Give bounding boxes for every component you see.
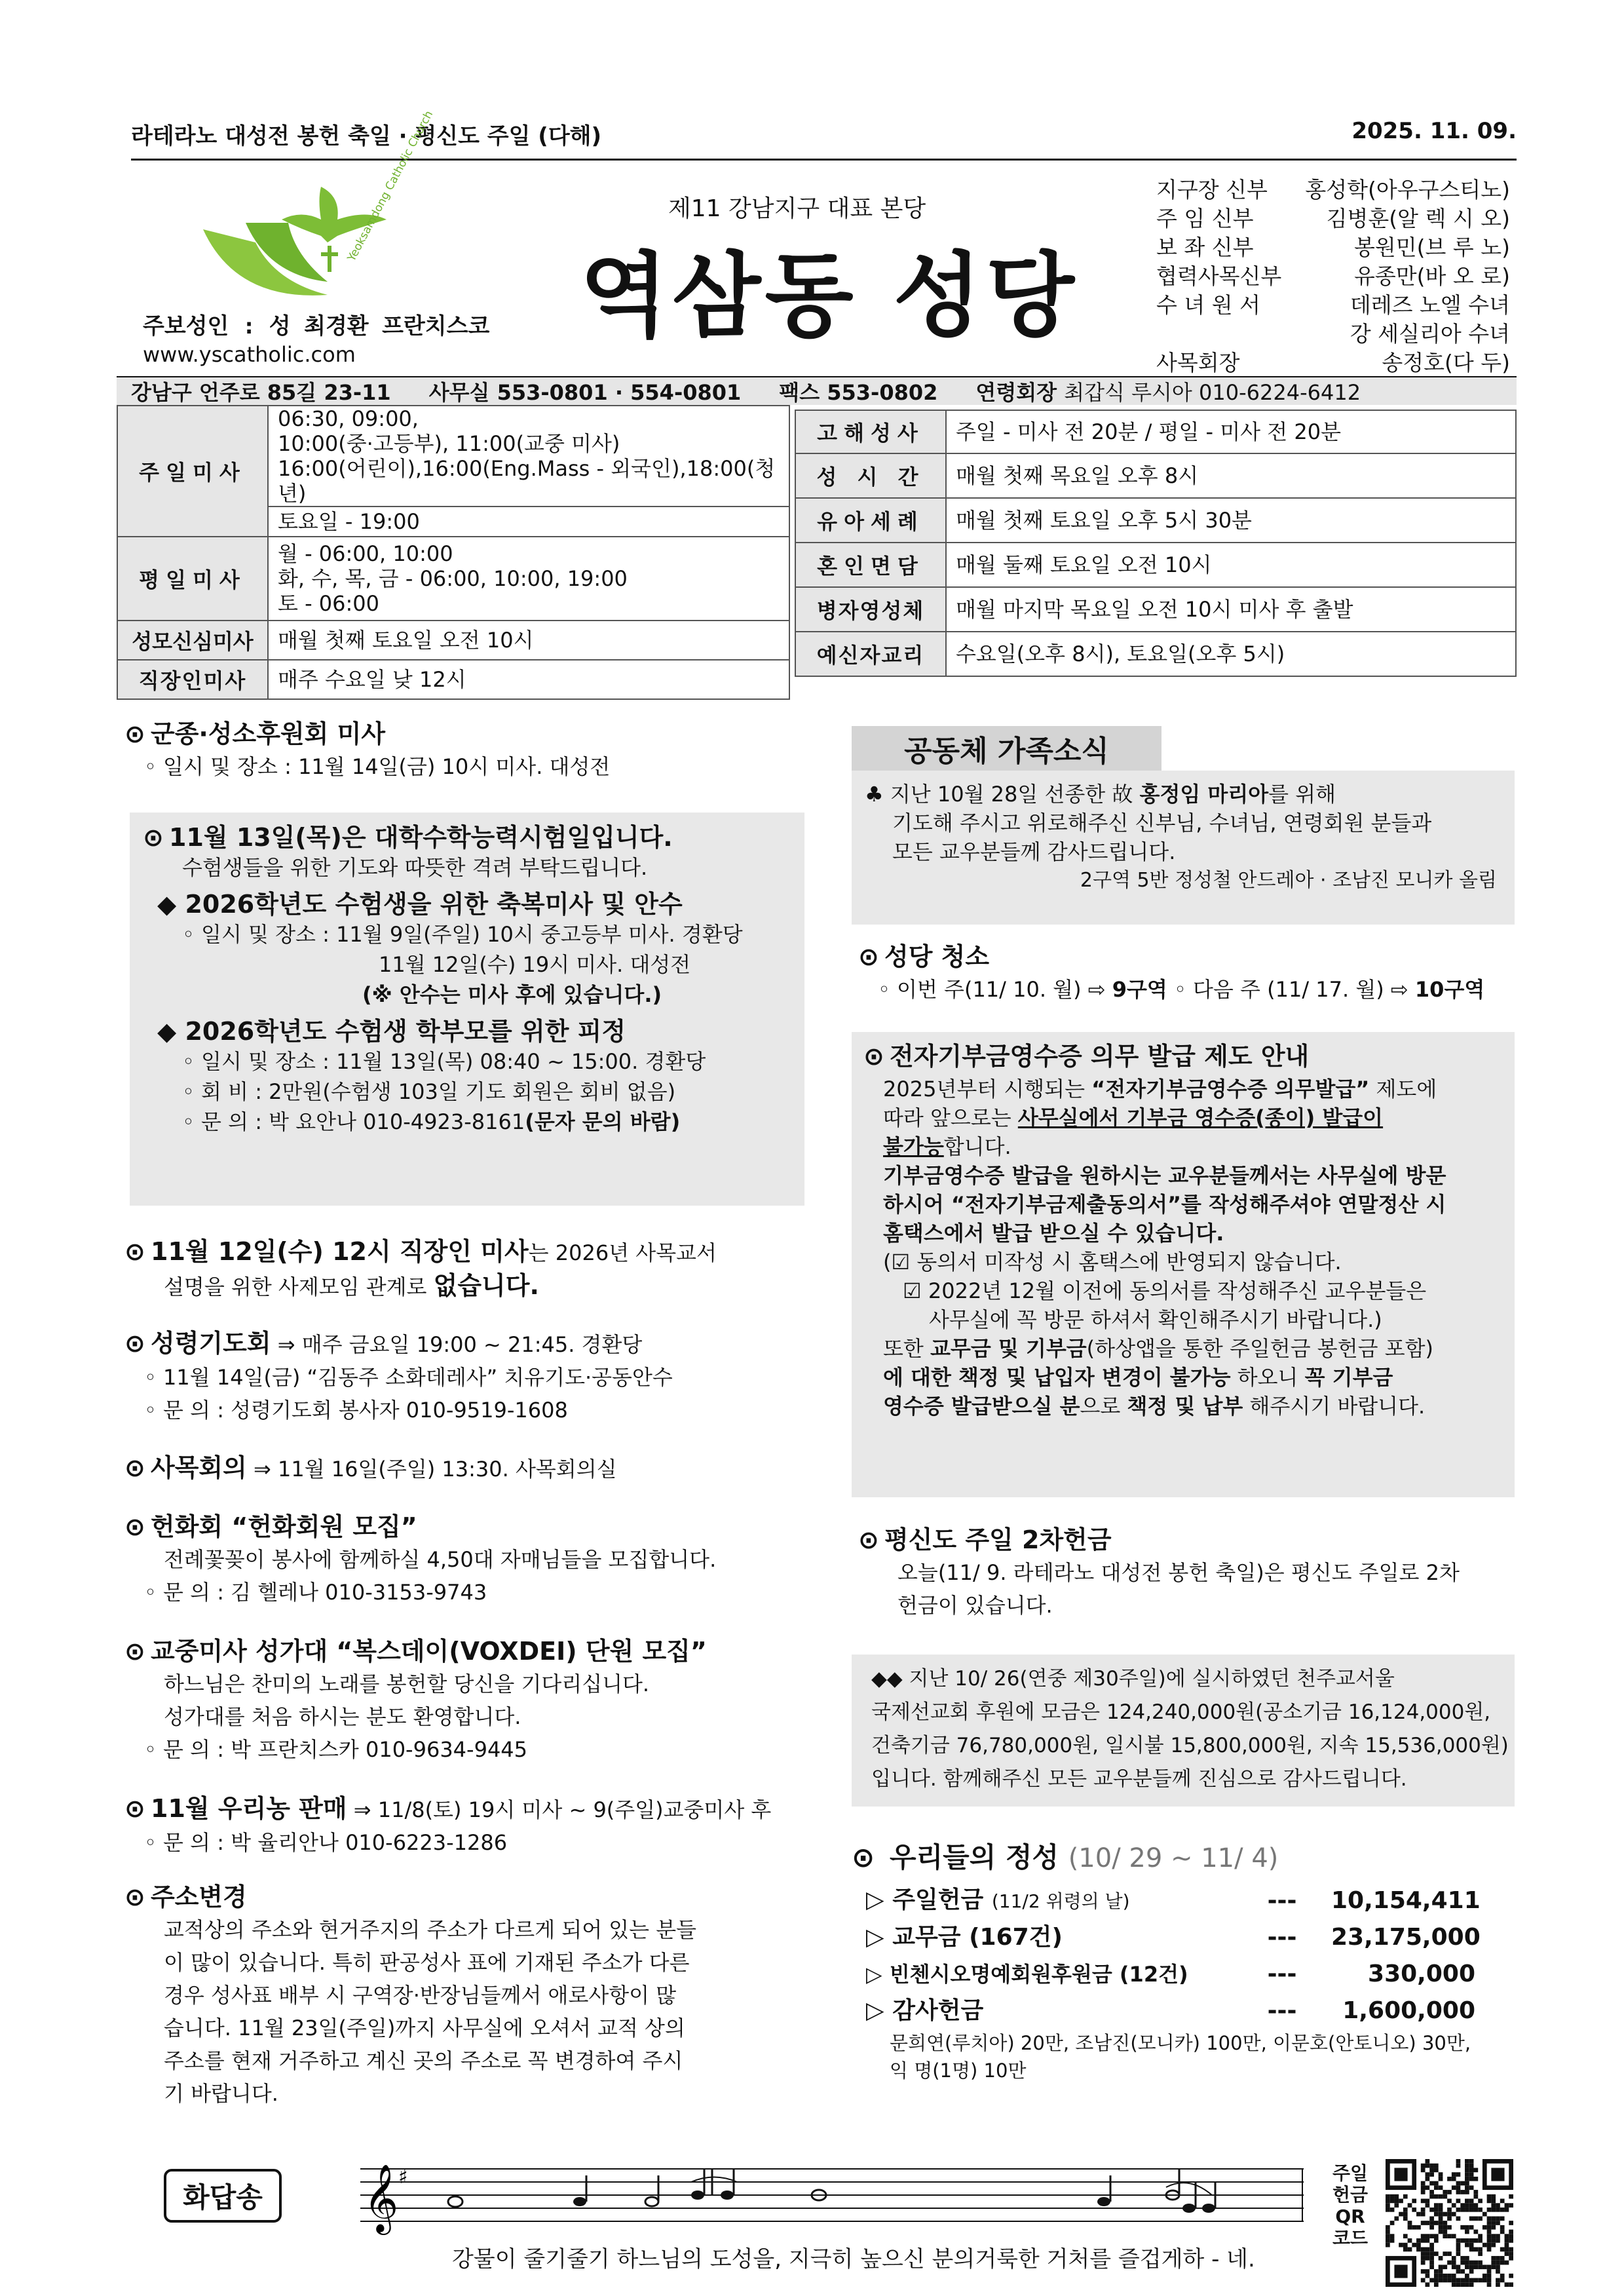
retreat-title: ◆ 2026학년도 수험생 학부모를 위한 피정 bbox=[157, 1017, 626, 1046]
holy-hour-label: 성 시 간 bbox=[795, 453, 946, 498]
farm-title: 11월 우리농 판매 bbox=[151, 1794, 347, 1823]
clergy-row: 강 세실리아 수녀 bbox=[1350, 321, 1510, 347]
csat-text: 수험생들을 위한 기도와 따뜻한 격려 부탁드립니다. bbox=[182, 855, 648, 880]
clergy-row: 보 좌 신부 봉원민(브 루 노) bbox=[1156, 235, 1510, 260]
offering-title: 우리들의 정성 bbox=[890, 1841, 1059, 1873]
infant-baptism-label: 유아세례 bbox=[795, 498, 946, 543]
receipt-title: 전자기부금영수증 의무 발급 제도 안내 bbox=[890, 1042, 1310, 1071]
military-title: 군종·성소후원회 미사 bbox=[151, 719, 386, 748]
logo-text: Yeoksamdong Catholic Church bbox=[345, 108, 436, 264]
marriage-label: 혼인면담 bbox=[795, 543, 946, 587]
clergy-list bbox=[1156, 176, 1510, 377]
choir-title: 교중미사 성가대 “복스데이(VOXDEI) 단원 모집” bbox=[151, 1637, 707, 1666]
clergy-row: 지구장 신부 홍성학(아우구스티노) bbox=[1156, 177, 1510, 202]
retreat-line: ◦ 회 비 : 2만원(수험생 103일 기도 회원은 회비 없음) bbox=[182, 1079, 676, 1104]
parish-title: 역삼동 성당 bbox=[580, 243, 1078, 350]
laity-title: 평신도 주일 2차헌금 bbox=[884, 1525, 1112, 1554]
elder-contact: 최갑식 루시아 010-6224-6412 bbox=[1064, 380, 1361, 405]
clergy-row: 사목회장 송정호(다 두) bbox=[1156, 350, 1510, 375]
sunday-mass-label: 주일미사 bbox=[117, 406, 268, 537]
catechism-time: 수요일(오후 8시), 토요일(오후 5시) bbox=[946, 632, 1516, 676]
svg-text:𝄞: 𝄞 bbox=[364, 2164, 399, 2232]
retreat-line: ◦ 일시 및 장소 : 11월 13일(목) 08:40 ~ 15:00. 경환당 bbox=[182, 1049, 706, 1074]
infant-baptism-time: 매월 첫째 토요일 오후 5시 30분 bbox=[946, 498, 1516, 543]
fax: 팩스 553-0802 bbox=[779, 380, 938, 405]
csat-section: ⊙ 11월 13일(목)은 대학수학능력시험일입니다. 수험생들을 위한 기도와 따뜻한 격려 부탁드립니다. ◆ 2026학년도 수험생을 위한 축복미사 및 안수 ◦ 일시 및 장소 : 11월 9일(주일) 10시 중고등부 미사. 경환당 11월 12일(수) 19시 미사. 대성전 (※ 안수는 미사 후에 있습니다.) ◆ 2026학년도 수험생 학부모를 위한 피정 ◦ 일시 및 장소 : 11월 13일(목) 08:40 ~ 15:00. 경환당 ◦ 회 비 : 2만원(수험생 103일 기도 회원은 회비 없음) ◦ 문 의 : 박 요안나 010-4923-8161(문자 문의 바람) bbox=[143, 822, 798, 1137]
clergy-row: 수 녀 원 서 데레즈 노엘 수녀 bbox=[1156, 292, 1510, 318]
clergy-row: 주 임 신부 김병훈(알 렉 시 오) bbox=[1156, 206, 1510, 231]
weekday-mass-label: 평일미사 bbox=[117, 537, 268, 621]
spirit-prayer-section: ⊙ 성령기도회 ⇒ 매주 금요일 19:00 ~ 21:45. 경환당 ◦ 11월 14일(금) “김동주 소화데레사” 치유기도·공동안수 ◦ 문 의 : 성령기도회 봉사자 010-9519-1608 bbox=[124, 1329, 673, 1423]
worker-mass: 매주 수요일 낮 12시 bbox=[268, 660, 789, 699]
qr-label: 주일 헌금 QR 코드 bbox=[1332, 2162, 1369, 2249]
offering-row: ▷ 빈첸시오명예회원후원금 (12건) --- 330,000 bbox=[866, 1961, 1475, 1987]
farm-section: ⊙ 11월 우리농 판매 ⇒ 11/8(토) 19시 미사 ~ 9(주일)교중미사 후 ◦ 문 의 : 박 율리안나 010-6223-1286 bbox=[124, 1794, 772, 1855]
worker-title: 11월 12일(수) 12시 직장인 미사 bbox=[151, 1237, 529, 1266]
address: 강남구 언주로 85길 23-11 bbox=[131, 380, 391, 405]
feast-title: 라테라노 대성전 봉헌 축일 · 평신도 주일 (다해) bbox=[131, 123, 602, 149]
holy-hour-time: 매월 첫째 목요일 오후 8시 bbox=[946, 453, 1516, 498]
military-mass-section: ⊙ 군종·성소후원회 미사 ◦ 일시 및 장소 : 11월 14일(금) 10시 미사. 대성전 bbox=[124, 718, 799, 783]
marriage-time: 매월 둘째 토요일 오전 10시 bbox=[946, 543, 1516, 587]
address-change-title: 주소변경 bbox=[151, 1883, 247, 1911]
top-rule bbox=[131, 159, 1517, 161]
sick-communion-time: 매월 마지막 목요일 오전 10시 미사 후 출발 bbox=[946, 587, 1516, 632]
flower-title: 헌화회 “헌화회원 모집” bbox=[151, 1512, 417, 1541]
flower-section: ⊙ 헌화회 “헌화회원 모집” 전례꽃꽂이 봉사에 함께하실 4,50대 자매님들을 모집합니다. ◦ 문 의 : 김 헬레나 010-3153-9743 bbox=[124, 1512, 717, 1605]
website-link[interactable]: www.yscatholic.com bbox=[143, 342, 356, 367]
spirit-title: 성령기도회 bbox=[151, 1329, 271, 1358]
retreat-line: ◦ 문 의 : 박 요안나 010-4923-8161(문자 문의 바람) bbox=[182, 1109, 681, 1134]
weekday-mass-times: 월 - 06:00, 10:00 화, 수, 목, 금 - 06:00, 10:00, 19:00 토 - 06:00 bbox=[268, 537, 789, 621]
blessing-note: (※ 안수는 미사 후에 있습니다.) bbox=[362, 982, 662, 1007]
parish-subtitle: 제11 강남지구 대표 본당 bbox=[668, 195, 926, 222]
patron-saint: 주보성인 : 성 최경환 프란치스코 bbox=[143, 313, 490, 339]
receipt-section: ⊙ 전자기부금영수증 의무 발급 제도 안내 2025년부터 시행되는 “전자기부금영수증 의무발급” 제도에 따라 앞으로는 사무실에서 기부금 영수증(종이) 발급이 불가능합니다. 기부금영수증 발급을 원하시는 교우분들께서는 사무실에 방문 하시어 “전자기부금제출동의서”를 작성해주셔야 연말정산 시 홈택스에서 발급 받으실 수 있습니다. (☑ 동의서 미작성 시 홈택스에 반영되지 않습니다. ☑ 2022년 12월 이전에 동의서를 작성해주신 교우분들은 사무실에 꼭 방문 하셔서 확인해주시기 바랍니다.) 또한 교무금 및 기부금(하상앱을 통한 주일헌금 봉헌금 포함) 에 대한 책정 및 납입자 변경이 불가능 하오니 꼭 기부금 영수증 발급받으실 분으로 책정 및 납부 해주시기 바랍니다. bbox=[863, 1042, 1446, 1419]
elder-label: 연령회장 bbox=[975, 380, 1057, 405]
sunday-mass-times: 06:30, 09:00, 10:00(중·고등부), 11:00(교중 미사) 16:00(어린이),16:00(Eng.Mass - 외국인),18:00(청년) bbox=[268, 406, 789, 507]
music-staff bbox=[360, 2156, 1304, 2234]
blessing-line: 11월 12일(수) 19시 미사. 대성전 bbox=[379, 952, 691, 977]
top-line bbox=[131, 118, 1517, 155]
council-title: 사목회의 bbox=[151, 1453, 247, 1482]
svg-text:♯: ♯ bbox=[398, 2166, 408, 2189]
psalm-lyrics: 강물이 줄기줄기 하느님의 도성을, 지극히 높으신 분의거룩한 거처를 즐겁게하 - 네. bbox=[452, 2246, 1255, 2272]
offering-row: ▷ 교무금 (167건) --- 23,175,000 bbox=[866, 1924, 1481, 1951]
psalm-label: 화답송 bbox=[164, 2169, 282, 2223]
confession-label: 고해성사 bbox=[795, 410, 946, 453]
mary-mass-label: 성모신심미사 bbox=[117, 621, 268, 660]
cleaning-section: ⊙ 성당 청소 ◦ 이번 주(11/ 10. 월) ⇨ 9구역 ◦ 다음 주 (11/ 17. 월) ⇨ 10구역 bbox=[858, 942, 1485, 1002]
mass-schedule-table bbox=[117, 405, 790, 700]
clergy-row: 협력사목신부 유종만(바 오 로) bbox=[1156, 263, 1510, 289]
laity-sunday-section: ⊙ 평신도 주일 2차헌금 오늘(11/ 9. 라테라노 대성전 봉헌 축일)은 평신도 주일로 2차 헌금이 있습니다. bbox=[858, 1525, 1460, 1618]
offering-qr-code[interactable] bbox=[1386, 2159, 1513, 2287]
offering-row: ▷ 주일헌금 (11/2 위령의 날) --- 10,154,411 bbox=[866, 1886, 1481, 1914]
council-section: ⊙ 사목회의 ⇒ 11월 16일(주일) 13:30. 사목회의실 bbox=[124, 1453, 617, 1482]
blessing-title: ◆ 2026학년도 수험생을 위한 축복미사 및 안수 bbox=[157, 890, 683, 919]
condolence-section: ♣ 지난 10월 28일 선종한 故 홍정임 마리아를 위해 기도해 주시고 위로해주신 신부님, 수녀님, 연령회원 분들과 모든 교우분들께 감사드립니다. 2구역 5반 정성철 안드레아 · 조남진 모니카 올림 bbox=[865, 782, 1497, 892]
offering-row: ▷ 감사헌금 --- 1,600,000 bbox=[866, 1997, 1475, 2024]
office-phone: 사무실 553-0801 · 554-0801 bbox=[428, 380, 742, 405]
offering-section: ⊙ 우리들의 정성 (10/ 29 ~ 11/ 4) ▷ 주일헌금 (11/2 위령의 날) --- 10,154,411 ▷ 교무금 (167건) --- 23,175,000 ▷ 빈첸시오명예회원후원금 (12건) --- 330,000 ▷ 감사헌금 --- 1,600,000 문희연(루치아) 20만, 조남진(모니카) 100만, 이문호(안토니오) 30만, 익 명(1명) 10만 bbox=[852, 1841, 1520, 2084]
thanks-list: 문희연(루치아) 20만, 조남진(모니카) 100만, 이문호(안토니오) 30만, 익 명(1명) 10만 bbox=[890, 2032, 1471, 2082]
saturday-mass: 토요일 - 19:00 bbox=[268, 507, 789, 537]
address-bar bbox=[117, 376, 1517, 405]
military-text: ◦ 일시 및 장소 : 11월 14일(금) 10시 미사. 대성전 bbox=[144, 754, 611, 779]
cleaning-title: 성당 청소 bbox=[884, 942, 990, 971]
catechism-label: 예신자교리 bbox=[795, 632, 946, 676]
community-news-title: 공동체 가족소식 bbox=[852, 726, 1161, 771]
choir-section: ⊙ 교중미사 성가대 “복스데이(VOXDEI) 단원 모집” 하느님은 찬미의 노래를 봉헌할 당신을 기다리십니다. 성가대를 처음 하시는 분도 환영합니다. ◦ 문 의 : 박 프란치스카 010-9634-9445 bbox=[124, 1637, 707, 1762]
csat-title: 11월 13일(목)은 대학수학능력시험일입니다. bbox=[169, 823, 673, 852]
sacrament-schedule-table bbox=[795, 410, 1517, 677]
worker-mass-section: ⊙ 11월 12일(수) 12시 직장인 미사는 2026년 사목교서 설명을 위한 사제모임 관계로 없습니다. bbox=[124, 1237, 717, 1300]
sick-communion-label: 병자영성체 bbox=[795, 587, 946, 632]
mary-mass: 매월 첫째 토요일 오전 10시 bbox=[268, 621, 789, 660]
confession-time: 주일 - 미사 전 20분 / 평일 - 미사 전 20분 bbox=[946, 410, 1516, 453]
mission-section: ◆◆ 지난 10/ 26(연중 제30주일)에 실시하였던 천주교서울 국제선교회 후원에 모금은 124,240,000원(공소기금 16,124,000원, 건축기금 76,780,000원, 일시불 15,800,000원, 지속 15,536,000원) 입니다. 함께해주신 모든 교우분들께 진심으로 감사드립니다. bbox=[871, 1667, 1509, 1791]
worker-mass-label: 직장인미사 bbox=[117, 660, 268, 699]
issue-date: 2025. 11. 09. bbox=[1351, 118, 1517, 144]
blessing-line: ◦ 일시 및 장소 : 11월 9일(주일) 10시 중고등부 미사. 경환당 bbox=[182, 922, 743, 947]
address-change-section: ⊙ 주소변경 교적상의 주소와 현거주지의 주소가 다르게 되어 있는 분들 이 많이 있습니다. 특히 판공성사 표에 기재된 주소가 다른 경우 성사표 배부 시 구역장·반장님들께서 애로사항이 많 습니다. 11월 23일(주일)까지 사무실에 오셔서 교적 상의 주소를 현재 거주하고 계신 곳의 주소로 꼭 변경하여 주시 기 바랍니다. bbox=[124, 1883, 697, 2106]
